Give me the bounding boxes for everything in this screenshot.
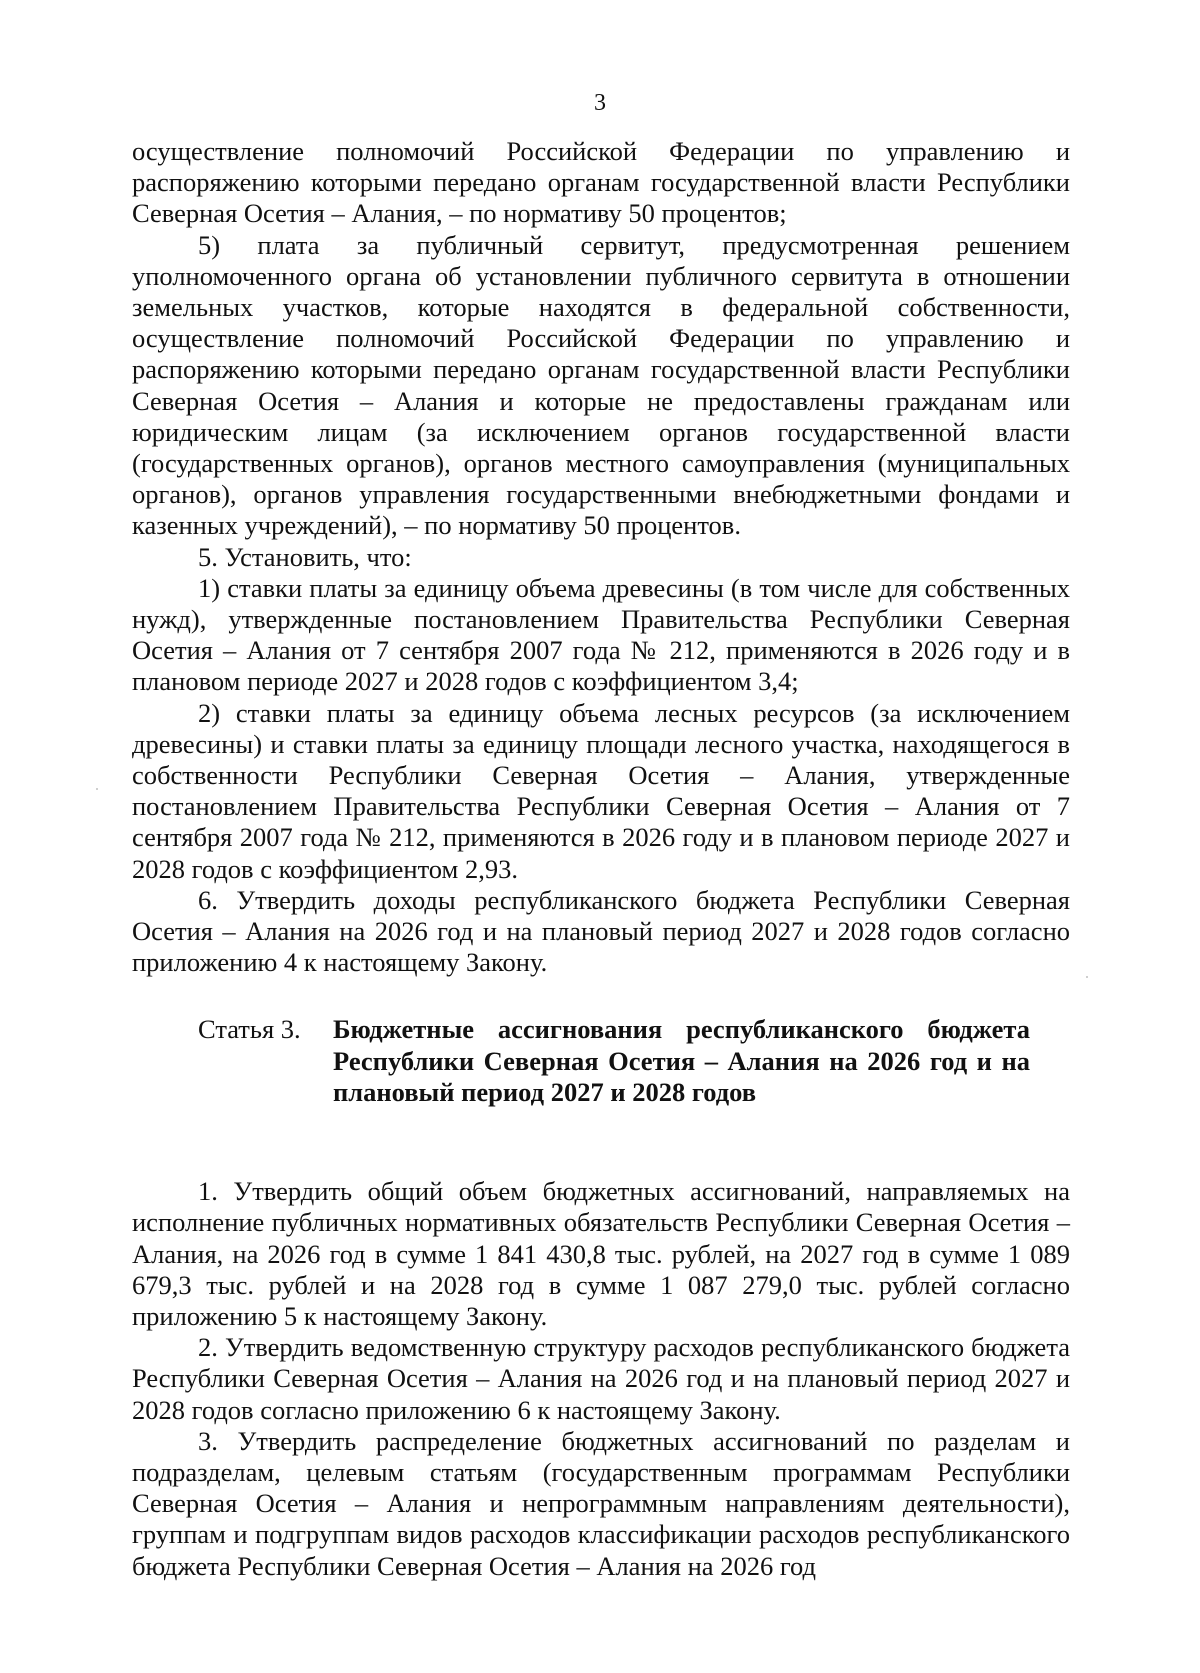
article-heading [132, 1014, 1070, 1108]
page-number: 3 [594, 90, 606, 116]
scan-artifact-mark [96, 788, 98, 790]
document-body [132, 136, 1070, 1582]
paragraph-continuation: осуществление полномочий Российской Федерации по управлению и распоряжению которыми передано органам государственной власти Республики Северная Осетия – Алания, – по нормативу 50 процентов; [132, 136, 1070, 229]
scan-artifact-mark [1086, 976, 1088, 978]
paragraph-section-5-item-2: 2) ставки платы за единицу объема лесных ресурсов (за исключением древесины) и ставки платы за единицу площади лесного участка, находящегося в собственности Республики Северная Осетия – Алания, утвержденные постановлением Правительства Республики Северная Осетия – Алания от 7 сентября 2007 года № 212, применяются в 2026 году и в плановом периоде 2027 и 2028 годов с коэффициентом 2,93. [132, 697, 1070, 884]
paragraph-section-6: 6. Утвердить доходы республиканского бюджета Республики Северная Осетия – Алания на 2026 год и на плановый период 2027 и 2028 годов согласно приложению 4 к настоящему Закону. [132, 884, 1070, 978]
article-paragraph-3: 3. Утвердить распределение бюджетных ассигнований по разделам и подразделам, целевым статьям (государственным программам Республики Северная Осетия – Алания и непрограммным направлениям деятельности), группам и подгруппам видов расходов классификации расходов республиканского бюджета Республики Северная Осетия – Алания на 2026 год [132, 1425, 1070, 1581]
article-title: Бюджетные ассигнования республиканского бюджета Республики Северная Осетия – Алания на 2026 год и на плановый период 2027 и 2028 годов [333, 1014, 1030, 1107]
article-paragraph-1: 1. Утвердить общий объем бюджетных ассигнований, направляемых на исполнение публичных нормативных обязательств Республики Северная Осетия – Алания, на 2026 год в сумме 1 841 430,8 тыс. рублей, на 2027 год в сумме 1 089 679,3 тыс. рублей и на 2028 год в сумме 1 087 279,0 тыс. рублей согласно приложению 5 к настоящему Закону. [132, 1176, 1070, 1331]
article-paragraph-2: 2. Утвердить ведомственную структуру расходов республиканского бюджета Республики Северная Осетия – Алания на 2026 год и на плановый период 2027 и 2028 годов согласно приложению 6 к настоящему Закону. [132, 1332, 1070, 1425]
article-label: Статья 3. [198, 1014, 301, 1045]
paragraph-item-5: 5) плата за публичный сервитут, предусмотренная решением уполномоченного органа об установлении публичного сервитута в отношении земельных участков, которые находятся в федеральной собственности, осуществление полномочий Российской Федерации по управлению и распоряжению которыми передано органам государственной власти Республики Северная Осетия – Алания и которые не предоставлены гражданам или юридическим лицам (за исключением органов государственной власти (государственных органов), органов местного самоуправления (муниципальных органов), органов управления государственными внебюджетными фондами и казенных учреждений), – по нормативу 50 процентов. [132, 229, 1070, 541]
paragraph-section-5-item-1: 1) ставки платы за единицу объема древесины (в том числе для собственных нужд), утвержденные постановлением Правительства Республики Северная Осетия – Алания от 7 сентября 2007 года № 212, применяются в 2026 году и в плановом периоде 2027 и 2028 годов с коэффициентом 3,4; [132, 572, 1070, 697]
paragraph-section-5: 5. Установить, что: [198, 541, 412, 572]
